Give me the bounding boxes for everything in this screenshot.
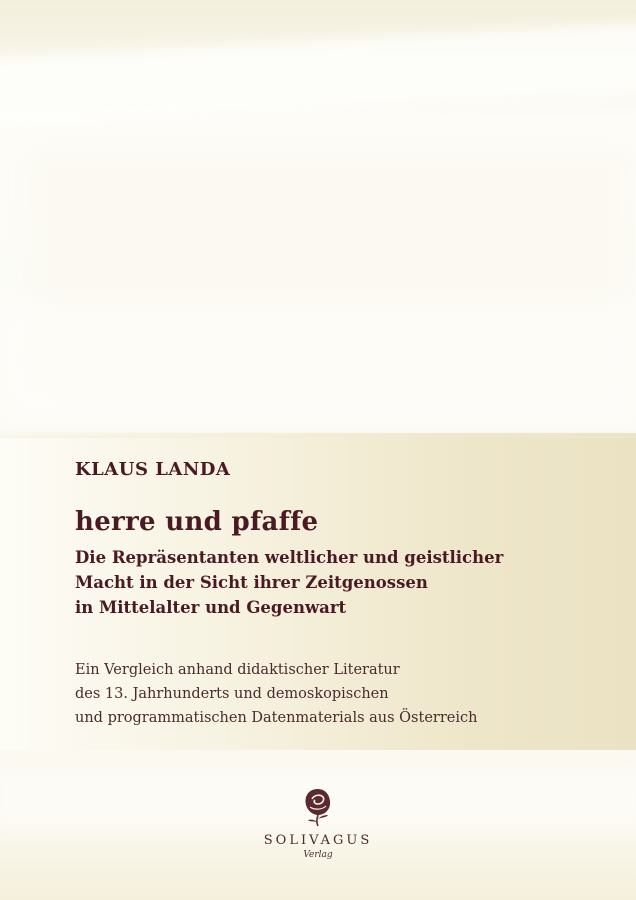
band-edge bbox=[0, 428, 636, 438]
publisher-name: SOLIVAGUS bbox=[263, 833, 373, 848]
paint-wash bbox=[0, 300, 636, 420]
description-line: des 13. Jahrhunderts und demoskopischen bbox=[75, 686, 389, 702]
book-subtitle bbox=[75, 545, 503, 620]
subtitle-line: Die Repräsentanten weltlicher und geistlicher bbox=[75, 548, 504, 567]
publisher-logo bbox=[262, 785, 374, 860]
book-title: herre und pfaffe bbox=[75, 507, 319, 537]
subtitle-line: Macht in der Sicht ihrer Zeitgenossen bbox=[75, 573, 428, 592]
subtitle-line: in Mittelalter und Gegenwart bbox=[75, 598, 347, 617]
author-name: KLAUS LANDA bbox=[75, 459, 231, 480]
publisher-sub: Verlag bbox=[303, 850, 333, 860]
paint-wash bbox=[30, 150, 630, 390]
rose-emblem-icon bbox=[298, 785, 338, 829]
description-line: und programmatischen Datenmaterials aus Österreich bbox=[75, 710, 478, 726]
book-description bbox=[75, 658, 477, 730]
description-line: Ein Vergleich anhand didaktischer Literatur bbox=[75, 662, 400, 678]
paint-wash bbox=[0, 22, 636, 129]
